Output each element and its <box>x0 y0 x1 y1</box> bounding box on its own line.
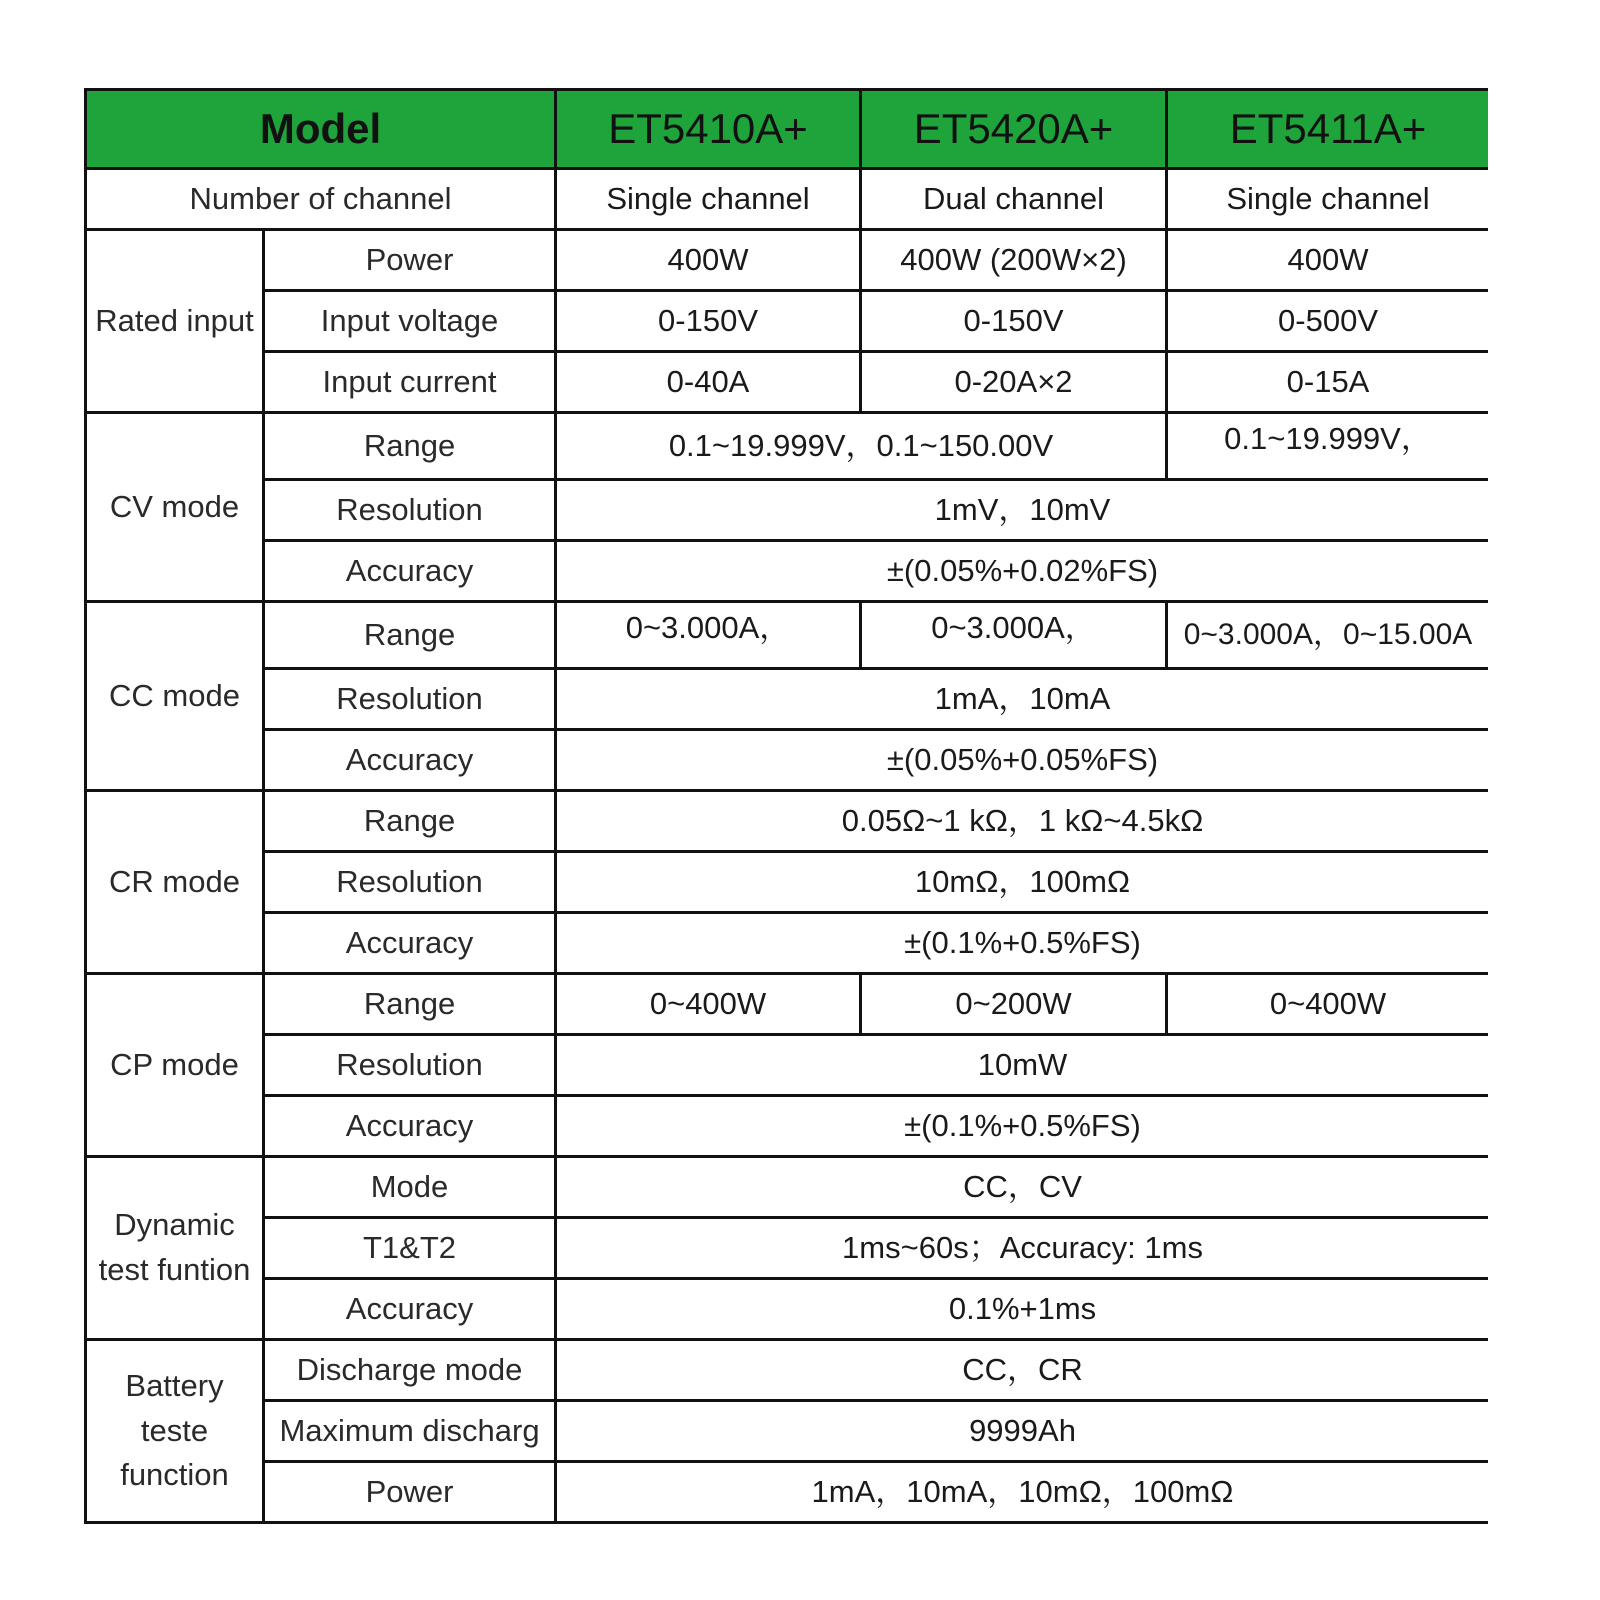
cell-value: 0~3.000A，0~15.00A <box>1167 602 1488 669</box>
cell-value: 0~3.000A， <box>556 602 861 669</box>
cell-value: 0-150V <box>861 291 1167 352</box>
cell-value: 0~400W <box>556 974 861 1035</box>
param-label: Resolution <box>264 669 556 730</box>
channel-value: Single channel <box>1167 169 1488 230</box>
table-row <box>86 291 1489 352</box>
cell-value: 10mΩ，100mΩ <box>556 852 1488 913</box>
cell-value: 0-20A×2 <box>861 352 1167 413</box>
cell-value: 10mW <box>556 1035 1488 1096</box>
group-cr-mode: CR mode <box>86 791 264 974</box>
channel-label: Number of channel <box>86 169 556 230</box>
param-label: Resolution <box>264 480 556 541</box>
group-cc-mode: CC mode <box>86 602 264 791</box>
group-line: teste <box>140 1412 209 1448</box>
cell-value: 1mA，10mA <box>556 669 1488 730</box>
channel-value: Dual channel <box>861 169 1167 230</box>
group-dynamic-test <box>86 1157 264 1340</box>
table-row <box>86 1279 1489 1340</box>
cell-value: 0-40A <box>556 352 861 413</box>
cell-value: ±(0.1%+0.5%FS) <box>556 913 1488 974</box>
table-row <box>86 1218 1489 1279</box>
table-row <box>86 413 1489 480</box>
cell-value: 0-15A <box>1167 352 1488 413</box>
table-row <box>86 730 1489 791</box>
param-label: Maximum discharg <box>264 1401 556 1462</box>
table-row <box>86 852 1489 913</box>
param-label: Range <box>264 413 556 480</box>
cell-value: 0~3.000A， <box>861 602 1167 669</box>
cell-value: ±(0.05%+0.02%FS) <box>556 541 1488 602</box>
cell-value: 1mV，10mV <box>556 480 1488 541</box>
group-battery-test <box>86 1340 264 1523</box>
cell-value: 0.05Ω~1 kΩ，1 kΩ~4.5kΩ <box>556 791 1488 852</box>
table-row <box>86 1462 1489 1523</box>
cell-value: 0-500V <box>1167 291 1488 352</box>
model-header: Model <box>86 90 556 169</box>
table-row <box>86 230 1489 291</box>
table-row <box>86 1157 1489 1218</box>
channel-value: Single channel <box>556 169 861 230</box>
param-label: Mode <box>264 1157 556 1218</box>
table-row <box>86 480 1489 541</box>
param-label: Resolution <box>264 1035 556 1096</box>
cell-value: ±(0.05%+0.05%FS) <box>556 730 1488 791</box>
param-label: Discharge mode <box>264 1340 556 1401</box>
group-line: function <box>120 1457 229 1493</box>
param-label: Range <box>264 974 556 1035</box>
param-label: Accuracy <box>264 541 556 602</box>
table-header-row <box>86 90 1489 169</box>
table-row <box>86 1401 1489 1462</box>
param-label: Accuracy <box>264 1279 556 1340</box>
cell-value: 400W <box>556 230 861 291</box>
table-row <box>86 669 1489 730</box>
cell-value: 0.1~19.999V，0.1~150.00V <box>556 413 1167 480</box>
group-line: test funtion <box>98 1252 251 1287</box>
cell-value: 0~200W <box>861 974 1167 1035</box>
table-row <box>86 602 1489 669</box>
cell-value: 400W <box>1167 230 1488 291</box>
param-label: Input current <box>264 352 556 413</box>
cell-value: CC，CR <box>556 1340 1488 1401</box>
table-row <box>86 791 1489 852</box>
table-row <box>86 1035 1489 1096</box>
param-label: Power <box>264 230 556 291</box>
table-row <box>86 169 1489 230</box>
param-label: Resolution <box>264 852 556 913</box>
model-et5420a: ET5420A+ <box>861 90 1167 169</box>
group-line: Dynamic <box>114 1207 235 1243</box>
group-rated-input: Rated input <box>86 230 264 413</box>
group-cv-mode: CV mode <box>86 413 264 602</box>
cell-value: 0-150V <box>556 291 861 352</box>
model-et5410a: ET5410A+ <box>556 90 861 169</box>
param-label: Accuracy <box>264 1096 556 1157</box>
table-row <box>86 974 1489 1035</box>
param-label: Range <box>264 602 556 669</box>
spec-table <box>84 88 1488 1524</box>
param-label: Accuracy <box>264 913 556 974</box>
cell-value: 400W (200W×2) <box>861 230 1167 291</box>
cell-value: 0~400W <box>1167 974 1488 1035</box>
param-label: T1&T2 <box>264 1218 556 1279</box>
group-cp-mode: CP mode <box>86 974 264 1157</box>
cell-value: 1ms~60s；Accuracy: 1ms <box>556 1218 1488 1279</box>
cell-value: 9999Ah <box>556 1401 1488 1462</box>
bottom-margin <box>0 1563 1600 1600</box>
spec-sheet <box>84 88 1488 1563</box>
table-row <box>86 1340 1489 1401</box>
cell-value: CC，CV <box>556 1157 1488 1218</box>
table-row <box>86 913 1489 974</box>
group-line: Battery <box>125 1367 224 1403</box>
param-label: Range <box>264 791 556 852</box>
table-row <box>86 352 1489 413</box>
param-label: Input voltage <box>264 291 556 352</box>
model-et5411a: ET5411A+ <box>1167 90 1488 169</box>
cell-value: 0.1~19.999V， <box>1167 413 1488 480</box>
cell-value: 0.1%+1ms <box>556 1279 1488 1340</box>
param-label: Accuracy <box>264 730 556 791</box>
table-row <box>86 541 1489 602</box>
cell-value: 1mA，10mA，10mΩ，100mΩ <box>556 1462 1488 1523</box>
cell-value: ±(0.1%+0.5%FS) <box>556 1096 1488 1157</box>
param-label: Power <box>264 1462 556 1523</box>
table-row <box>86 1096 1489 1157</box>
